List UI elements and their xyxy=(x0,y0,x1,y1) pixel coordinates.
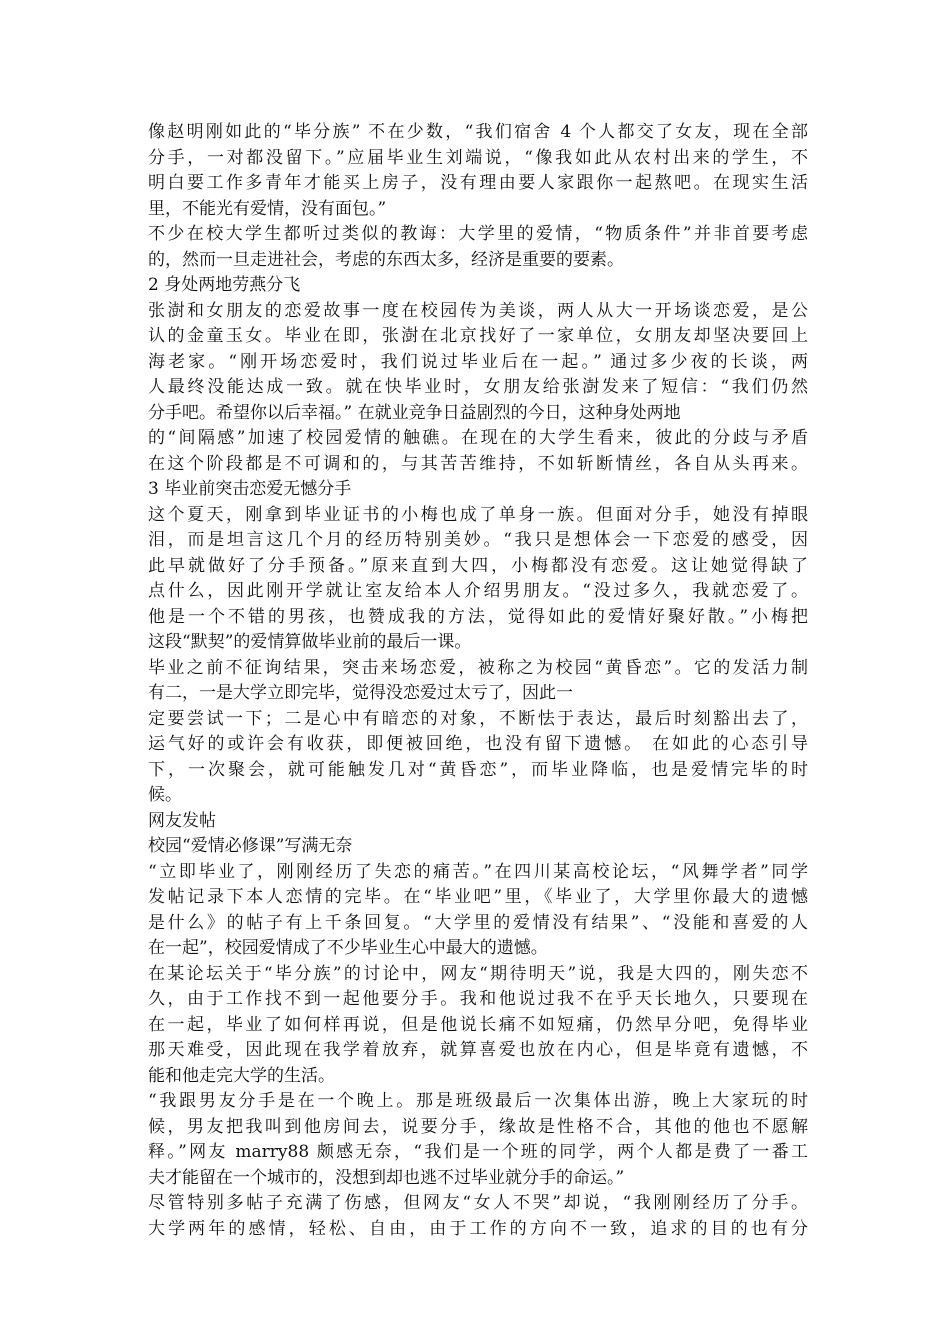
text-line: 里，不能光有爱情，没有面包。” xyxy=(148,198,387,219)
text-line: 海老家。“刚开场恋爱时，我们说过毕业后在一起。” 通过多少夜的长谈，两 xyxy=(148,351,808,372)
text-line: 久，由于工作找不到一起他要分手。我和他说过我不在乎天长地久，只要现在 xyxy=(148,989,808,1009)
text-line: 这段“默契”的爱情算做毕业前的最后一课。 xyxy=(148,632,472,652)
text-line: 在一起”，校园爱情成了不少毕业生心中最大的遗憾。 xyxy=(148,938,548,958)
text-line: 不少在校大学生都听过类似的教诲：大学里的爱情，“物质条件”并非首要考虑 xyxy=(148,224,808,244)
text-line: 2 身处两地劳燕分飞 xyxy=(148,275,301,295)
text-line: 那天难受，因此现在我学着放弃，就算喜爱也放在内心，但是毕竟有遗憾，不 xyxy=(148,1040,808,1060)
text-line: 尽管特别多帖子充满了伤感，但网友“女人不哭”却说，“我刚刚经历了分手。 xyxy=(148,1193,808,1213)
text-line: 候，男友把我叫到他房间去，说要分手，缘故是性格不合，其他的他也不愿解 xyxy=(148,1116,808,1137)
text-line: 这个夏天，刚拿到毕业证书的小梅也成了单身一族。但面对分手，她没有掉眼 xyxy=(148,504,808,525)
text-line: 泪，而是坦言这几个月的经历特别美妙。“我只是想体会一下恋爱的感受，因 xyxy=(148,530,808,550)
text-line: 定要尝试一下；二是心中有暗恋的对象，不断怯于表达，最后时刻豁出去了， xyxy=(148,708,808,729)
text-line: “立即毕业了，刚刚经历了失恋的痛苦。”在四川某高校论坛，“风舞学者”同学 xyxy=(148,861,808,882)
text-line: 候。 xyxy=(148,785,182,805)
text-line: 释。”网友 marry88 颇感无奈，“我们是一个班的同学，两个人都是费了一番工 xyxy=(148,1142,808,1162)
text-line: 分手吧。希望你以后幸福。” 在就业竞争日益剧烈的今日，这种身处两地 xyxy=(148,402,681,423)
text-line: 有二，一是大学立即完毕，觉得没恋爱过太亏了，因此一 xyxy=(148,683,573,703)
text-line: 在一起，毕业了如何样再说，但是他说长痛不如短痛，仍然早分吧，免得毕业 xyxy=(148,1014,808,1035)
text-line: 校园“爱情必修课”写满无奈 xyxy=(148,836,353,856)
document-body xyxy=(148,120,808,1242)
text-line: 此早就做好了分手预备。”原来直到大四，小梅都没有恋爱。这让她觉得缺了 xyxy=(148,555,808,576)
text-line: 下，一次聚会，就可能触发几对“黄昏恋”，而毕业降临，也是爱情完毕的时 xyxy=(148,759,808,780)
text-line: 明白要工作多青年才能买上房子，没有理由要人家跟你一起熬吧。在现实生活 xyxy=(148,173,808,193)
text-line: 认的金童玉女。毕业在即，张澍在北京找好了一家单位，女朋友却坚决要回上 xyxy=(148,326,808,346)
text-line: 能和他走完大学的生活。 xyxy=(148,1065,335,1086)
text-line: “我跟男友分手是在一个晚上。那是班级最后一次集体出游，晚上大家玩的时 xyxy=(148,1091,808,1111)
text-line: 网友发帖 xyxy=(148,810,216,831)
text-line: 他是一个不错的男孩，也赞成我的方法，觉得如此的爱情好聚好散。”小梅把 xyxy=(148,606,808,627)
text-line: 在某论坛关于“毕分族”的讨论中，网友“期待明天”说，我是大四的，刚失恋不 xyxy=(148,963,808,984)
text-line: 夫才能留在一个城市的，没想到却也逃不过毕业就分手的命运。” xyxy=(148,1167,625,1188)
text-line: 像赵明刚如此的“毕分族” 不在少数，“我们宿舍 4 个人都交了女友，现在全部 xyxy=(148,122,808,142)
text-line: 点什么，因此刚开学就让室友给本人介绍男朋友。“没过多久，我就恋爱了。 xyxy=(148,581,808,601)
text-line: 在这个阶段都是不可调和的，与其苦苦维持，不如斩断情丝，各自从头再来。 xyxy=(148,453,808,474)
text-line: 运气好的或许会有收获，即便被回绝，也没有留下遗憾。 在如此的心态引导 xyxy=(148,734,808,754)
text-line: 3 毕业前突击恋爱无憾分手 xyxy=(148,479,352,499)
text-line: 毕业之前不征询结果，突击来场恋爱，被称之为校园“黄昏恋”。它的发活力制 xyxy=(148,657,808,678)
text-line: 的“间隔感”加速了校园爱情的触礁。在现在的大学生看来，彼此的分歧与矛盾 xyxy=(148,428,808,448)
text-line: 张澍和女朋友的恋爱故事一度在校园传为美谈，两人从大一开场谈恋爱，是公 xyxy=(148,300,808,321)
text-line: 分手，一对都没留下。”应届毕业生刘端说，“像我如此从农村出来的学生，不 xyxy=(148,147,808,168)
text-line: 的，然而一旦走进社会，考虑的东西太多，经济是重要的要素。 xyxy=(148,249,624,270)
text-line: 大学两年的感情，轻松、自由，由于工作的方向不一致，追求的目的也有分 xyxy=(148,1218,808,1239)
text-line: 人最终没能达成一致。就在快毕业时，女朋友给张澍发来了短信：“我们仍然 xyxy=(148,377,808,397)
text-line: 是什么》的帖子有上千条回复。“大学里的爱情没有结果”、“没能和喜爱的人 xyxy=(148,912,808,933)
text-line: 发帖记录下本人恋情的完毕。在“毕业吧”里，《毕业了，大学里你最大的遗憾 xyxy=(148,887,808,907)
